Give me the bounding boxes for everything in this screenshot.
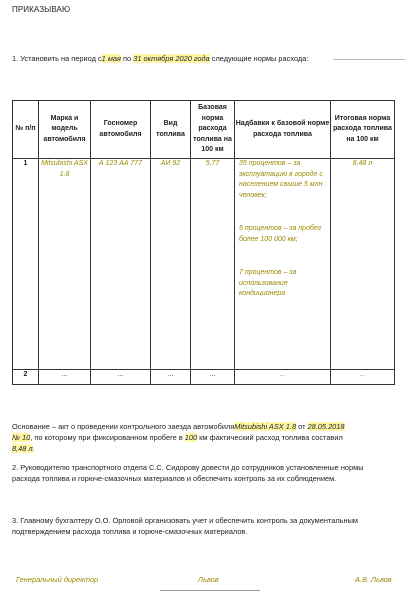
header-number: № п/п bbox=[13, 101, 39, 159]
table-row bbox=[13, 370, 395, 385]
basis-prefix: Основание – акт о проведении контрольного заезда автомобиля bbox=[12, 422, 235, 431]
basis-number: № 10 bbox=[12, 433, 31, 442]
basis-mid3: км фактический расход топлива составил bbox=[197, 433, 343, 442]
row1-surcharges bbox=[235, 159, 331, 370]
row2-model: ... bbox=[39, 370, 91, 385]
header-total-norm: Итоговая норма расхода топлива на 100 км bbox=[331, 101, 395, 159]
basis-mid2: , по которому при фиксированном пробеге в bbox=[30, 433, 185, 442]
signature-line bbox=[160, 590, 260, 591]
surcharge-mileage: 5 процентов – за пробег более 100 000 км; bbox=[239, 225, 322, 243]
basis-km: 100 bbox=[184, 433, 198, 442]
basis-paragraph bbox=[12, 421, 396, 454]
paragraph-1 bbox=[12, 53, 332, 64]
row2-base: ... bbox=[191, 370, 235, 385]
surcharge-city: 35 процентов – за эксплуатацию в городе с населением свыше 5 млн человек; bbox=[239, 160, 323, 199]
fuel-norms-table bbox=[12, 100, 395, 385]
row2-surcharge: ... bbox=[235, 370, 331, 385]
row2-plate: ... bbox=[91, 370, 151, 385]
header-model: Марка и модель автомобиля bbox=[39, 101, 91, 159]
row2-total: ... bbox=[331, 370, 395, 385]
p1-prefix: 1. Установить на период с bbox=[12, 54, 102, 63]
row1-total: 8,48 л bbox=[331, 159, 395, 370]
row2-number: 2 bbox=[13, 370, 39, 385]
paragraph-2: 2. Руководителю транспортного отдела С.С. Сидорову довести до сотрудников установленные нормы расхода топлива и горюче-смазочных материалов и обеспечить контроль за их соблюдением. bbox=[12, 463, 364, 483]
row1-number: 1 bbox=[13, 159, 39, 370]
p1-suffix: следующие нормы расхода: bbox=[209, 54, 309, 63]
signature-sign: Львов bbox=[198, 575, 219, 584]
basis-liters: 8,48 л bbox=[12, 444, 33, 453]
row1-plate: А 123 АА 777 bbox=[91, 159, 151, 370]
signature-position: Генеральный директор bbox=[16, 575, 99, 584]
order-heading: ПРИКАЗЫВАЮ bbox=[12, 5, 71, 14]
date-to: 31 октября 2020 года bbox=[133, 54, 210, 63]
header-plate: Госномер автомобиля bbox=[91, 101, 151, 159]
p1-mid: по bbox=[120, 54, 134, 63]
table-row bbox=[13, 159, 395, 370]
basis-mid1: от bbox=[296, 422, 308, 431]
surcharge-ac: 7 процентов – за использование кондиционера bbox=[239, 269, 297, 297]
header-base-norm: Базовая норма расхода топлива на 100 км bbox=[191, 101, 235, 159]
basis-car: Mitsubishi ASX 1.8 bbox=[234, 422, 297, 431]
row1-fuel: АИ 92 bbox=[151, 159, 191, 370]
basis-date: 28.05.2018 bbox=[307, 422, 345, 431]
header-surcharges: Надбавки к базовой норме расхода топлива bbox=[235, 101, 331, 159]
paragraph-3: 3. Главному бухгалтеру О.О. Орловой организовать учет и обеспечить контроль за документальным подтверждением расхода топлива и горюче-смазочных материалов. bbox=[12, 516, 358, 536]
row1-base: 5,77 bbox=[191, 159, 235, 370]
date-from: 1 мая bbox=[101, 54, 121, 63]
header-fuel: Вид топлива bbox=[151, 101, 191, 159]
paragraph-1-line bbox=[333, 59, 405, 60]
signature-name: А.В. Львов bbox=[355, 575, 392, 584]
row2-fuel: ... bbox=[151, 370, 191, 385]
basis-end: . bbox=[32, 444, 35, 453]
row1-model: Mitsubishi ASX 1.8 bbox=[39, 159, 91, 370]
table-header-row bbox=[13, 101, 395, 159]
